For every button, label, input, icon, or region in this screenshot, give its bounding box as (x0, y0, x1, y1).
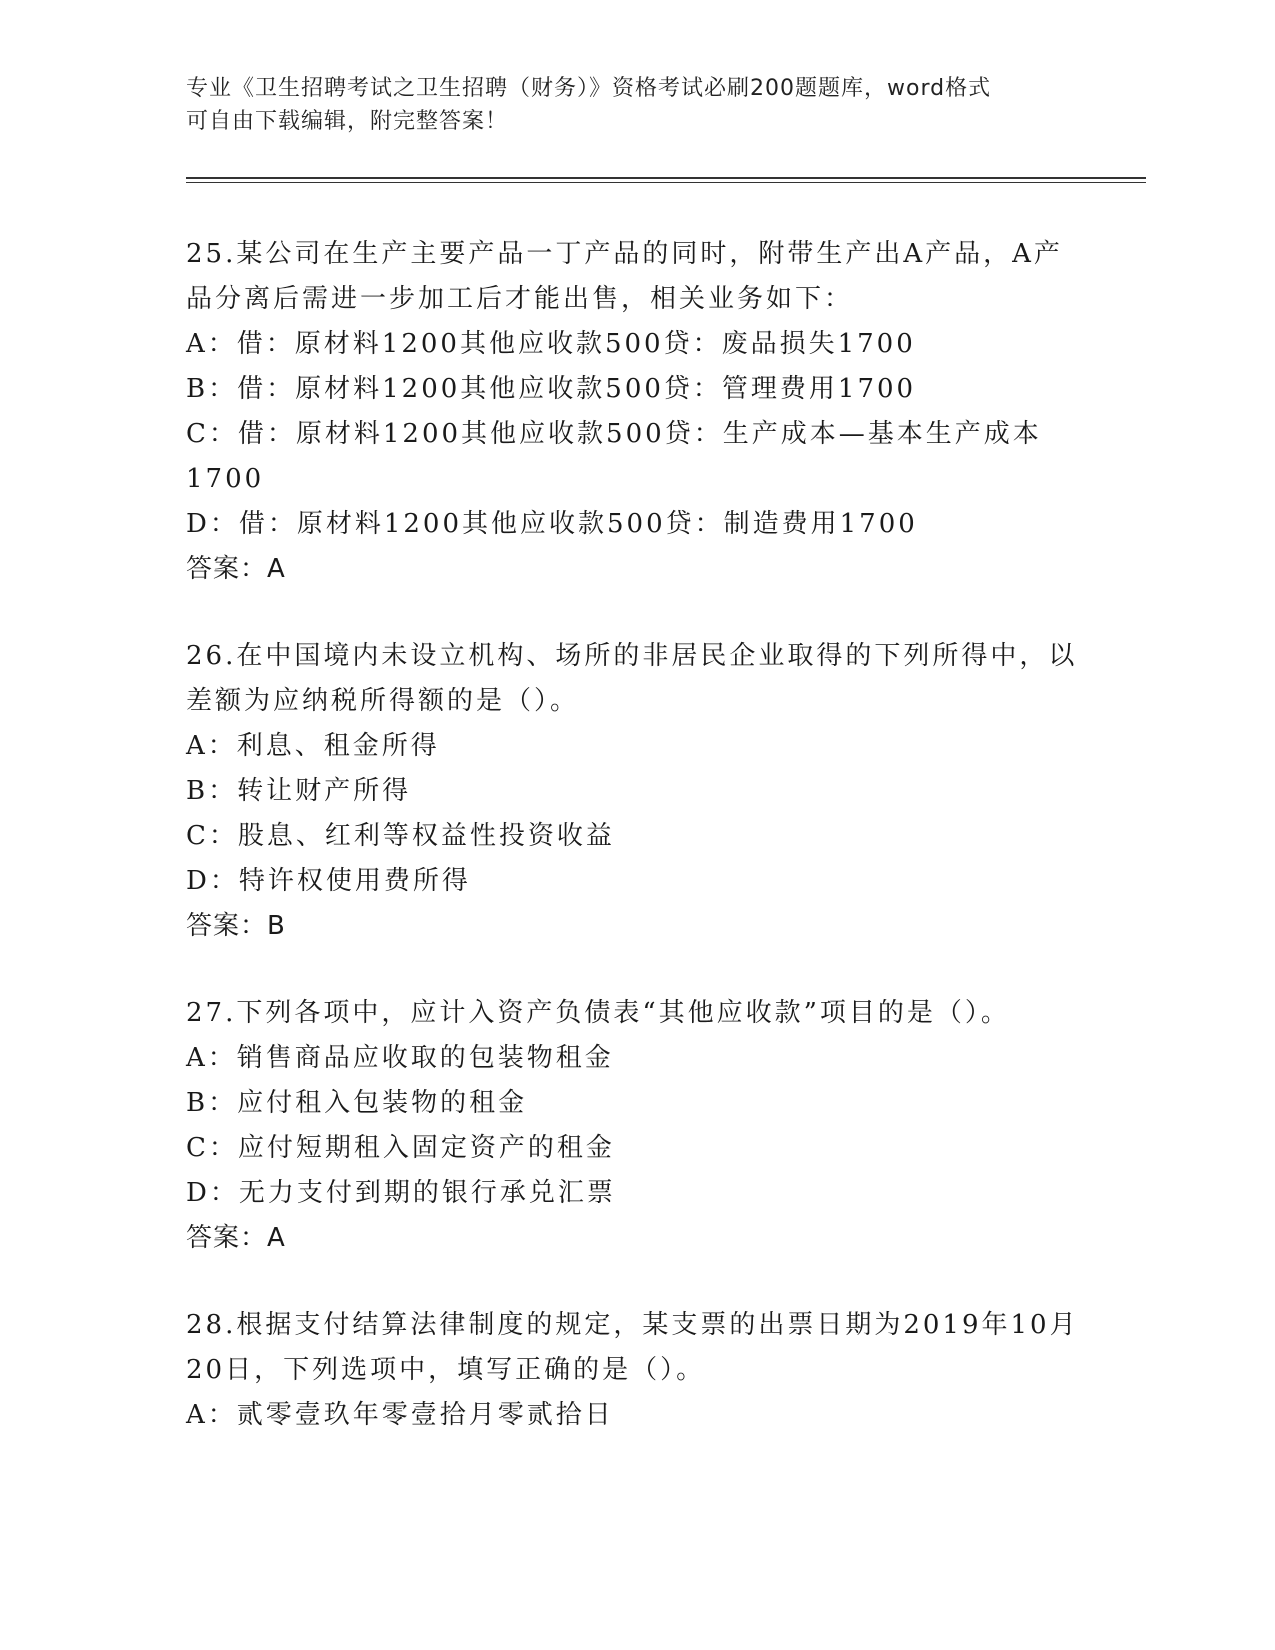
header-divider-thin (186, 182, 1146, 183)
answer-option: B：转让财产所得 (186, 776, 412, 806)
answer-option: A：借：原材料1200其他应收款500贷：废品损失1700 (186, 329, 916, 359)
question-stem-line: 25.某公司在生产主要产品一丁产品的同时，附带生产出A产品，A产 (186, 239, 1063, 269)
answer-option: A：利息、租金所得 (186, 731, 440, 761)
question-item (186, 232, 1086, 592)
question-item (186, 991, 1086, 1261)
document-header (186, 72, 1086, 138)
question-item (186, 634, 1086, 949)
question-stem-line: 品分离后需进一步加工后才能出售，相关业务如下： (186, 284, 854, 314)
answer-option: C：股息、红利等权益性投资收益 (186, 821, 615, 851)
header-line-2: 可自由下载编辑，附完整答案！ (186, 109, 509, 134)
answer-option: C：应付短期租入固定资产的租金 (186, 1133, 615, 1163)
question-stem-line: 26.在中国境内未设立机构、场所的非居民企业取得的下列所得中，以 (186, 641, 1078, 671)
answer-key: 答案：B (186, 911, 286, 941)
answer-option: D：无力支付到期的银行承兑汇票 (186, 1178, 616, 1208)
question-stem-line: 20日，下列选项中，填写正确的是（）。 (186, 1355, 706, 1385)
answer-key: 答案：A (186, 1223, 286, 1253)
answer-option: A：贰零壹玖年零壹拾月零贰拾日 (186, 1400, 614, 1430)
question-stem-line: 27.下列各项中，应计入资产负债表“其他应收款”项目的是（）。 (186, 998, 1010, 1028)
answer-option: 1700 (186, 464, 265, 494)
answer-option: A：销售商品应收取的包装物租金 (186, 1043, 614, 1073)
question-item (186, 1303, 1086, 1438)
question-stem-line: 28.根据支付结算法律制度的规定，某支票的出票日期为2019年10月 (186, 1310, 1079, 1340)
question-stem-line: 差额为应纳税所得额的是（）。 (186, 686, 580, 716)
answer-option: D：特许权使用费所得 (186, 866, 471, 896)
answer-option: D：借：原材料1200其他应收款500贷：制造费用1700 (186, 509, 918, 539)
question-list (186, 232, 1086, 1480)
header-line-1: 专业《卫生招聘考试之卫生招聘（财务）》资格考试必刷200题题库，word格式 (186, 76, 992, 101)
answer-key: 答案：A (186, 554, 286, 584)
answer-option: B：借：原材料1200其他应收款500贷：管理费用1700 (186, 374, 917, 404)
header-divider-thick (186, 177, 1146, 179)
answer-option: B：应付租入包装物的租金 (186, 1088, 528, 1118)
answer-option: C：借：原材料1200其他应收款500贷：生产成本—基本生产成本 (186, 419, 1042, 449)
